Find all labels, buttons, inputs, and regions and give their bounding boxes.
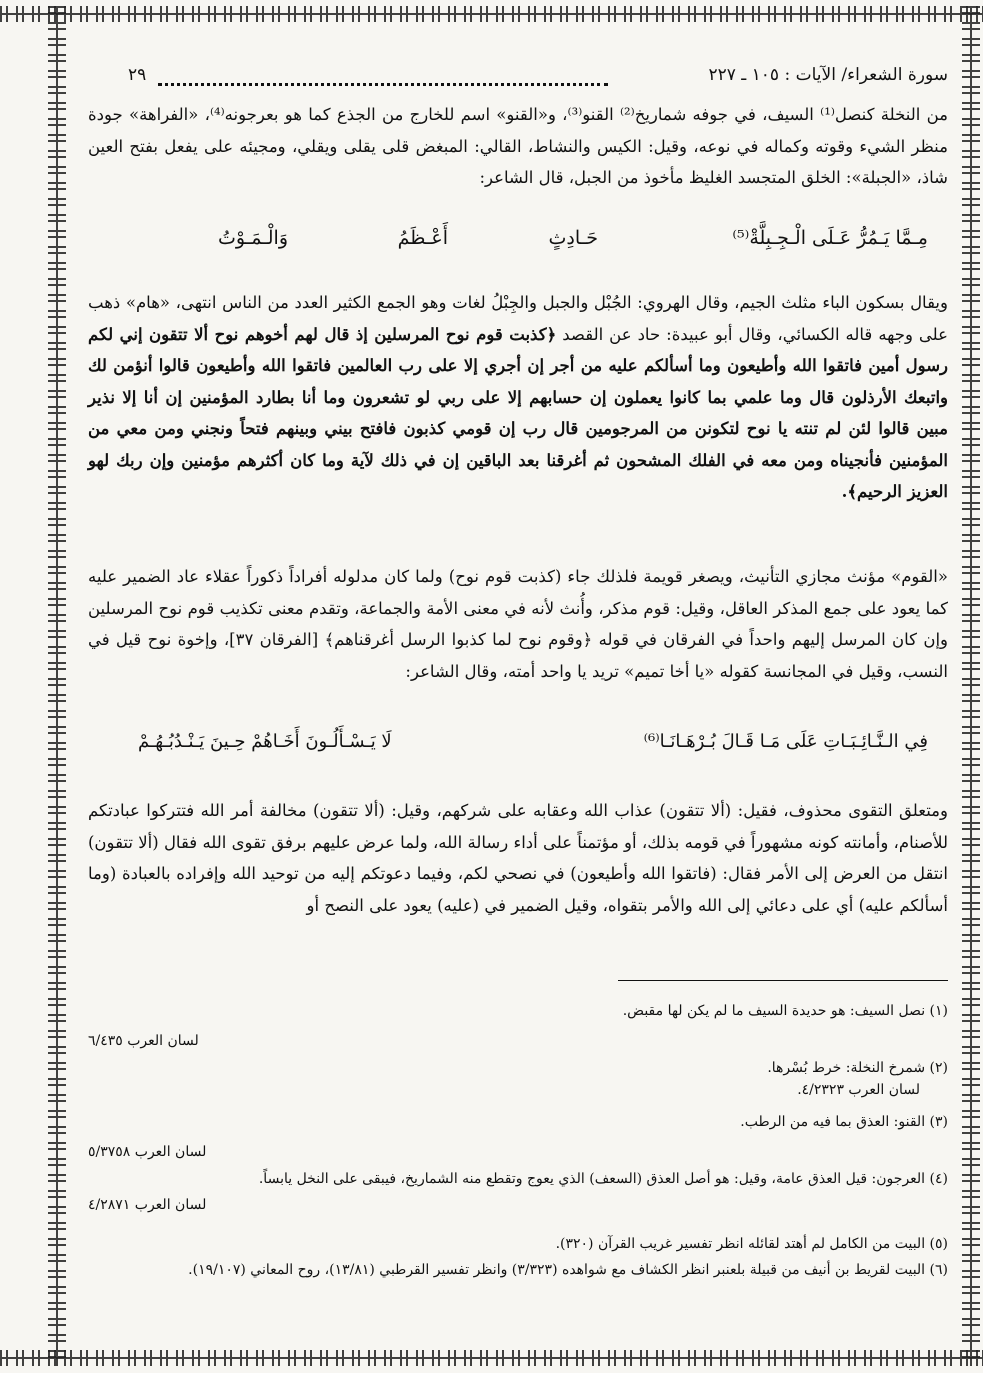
paragraph-2 bbox=[88, 287, 948, 508]
footnote-3-text: (٣) القنو: العذق بما فيه من الرطب. bbox=[740, 1114, 948, 1130]
verse-2 bbox=[128, 731, 928, 771]
footnote-1-source: لسان العرب ٦/٤٣٥ bbox=[88, 1033, 199, 1049]
verse-1-part-1: مِـمَّا يَـمُرُّ عَـلَى الْـجِـبِلَّةْ⁽⁵⁾ bbox=[732, 227, 928, 249]
header-dotted-leader bbox=[158, 83, 608, 86]
left-ornament-border bbox=[48, 6, 66, 1366]
footnote-1-text: (١) نصل السيف: هو حديدة السيف ما لم يكن لها مقبض. bbox=[622, 1003, 948, 1019]
footnote-1 bbox=[88, 1000, 948, 1052]
top-ornament-border bbox=[0, 6, 983, 22]
verse-1 bbox=[128, 227, 928, 267]
verse-2-part-2: فِي الـنَّـائِـبَـاتِ عَلَى مَـا قَـالَ بُـرْهَـانَـا⁽⁶⁾ bbox=[643, 731, 928, 752]
paragraph-3-text: «القوم» مؤنث مجازي التأنيث، ويصغر قويمة فلذلك جاء (كذبت قوم نوح) ولما كان مدلوله أفراداً ذكوراً عقلاء عاد الضمير عليه كما يعود على جمع المذكر العاقل، وقيل: قوم مذكر، وأُنث لأنه في معنى الأمة والجماعة، وتقدم معنى تكذيب قوم نوح المرسلين وإن كان المرسل إليهم واحداً في الفرقان في قوله ﴿وقوم نوح لما كذبوا الرسل أغرقناهم﴾ [الفرقان ٣٧]، وإخوة نوح قيل في النسب، وقيل في المجانسة كقوله «يا أخا تميم» تريد يا واحد أمته، وقال الشاعر: bbox=[88, 567, 948, 681]
footnote-5 bbox=[88, 1233, 948, 1255]
footnote-6 bbox=[88, 1259, 948, 1281]
paragraph-4 bbox=[88, 795, 948, 921]
paragraph-3 bbox=[88, 561, 948, 687]
footnote-3 bbox=[88, 1111, 948, 1163]
footnote-separator bbox=[618, 980, 948, 981]
right-ornament-border bbox=[962, 6, 980, 1366]
verse-1-part-3: أَعْـظَمُ bbox=[397, 227, 448, 249]
footnote-4-text: (٤) العرجون: قيل العذق عامة، وقيل: هو أصل العذق (السعف) الذي يعوج وتقطع منه الشماريخ، فيبقى على النخل يابساً. bbox=[258, 1171, 948, 1187]
footnote-4 bbox=[88, 1168, 948, 1216]
page-number: ٢٩ bbox=[128, 65, 147, 85]
footnote-3-source: لسان العرب ٥/٣٧٥٨ bbox=[88, 1144, 207, 1160]
footnote-2-source: لسان العرب ٤/٢٣٢٣. bbox=[797, 1082, 920, 1098]
footnote-2-text: (٢) شمرخ النخلة: خرط بُسْرها. bbox=[767, 1060, 948, 1076]
paragraph-2-intro: ويقال بسكون الباء مثلث الجيم، وقال الهروي: الجُبْل والجبل والجِبْلُ لغات وهو الجمع الكثير العدد من الناس انتهى، «هام» ذهب على وجهه قاله الكسائي، وقال أبو عبيدة: حاد عن القصد bbox=[88, 293, 948, 344]
verse-2-part-1: لَا يَـسْـأَلُـونَ أَخَـاهُمْ حِـينَ يَـنْـدُبُـهُـمْ bbox=[138, 731, 392, 752]
page-body bbox=[80, 55, 948, 1340]
verse-1-part-2: حَـادِثٍ bbox=[548, 227, 598, 249]
footnote-6-text: (٦) البيت لقريط بن أنيف من قبيلة بلعنبر انظر الكشاف مع شواهده (٣/٣٢٣) وانظر تفسير القرطبي (١٣/٨١)، روح المعاني (١٩/١٠٧). bbox=[188, 1262, 948, 1278]
running-header bbox=[88, 63, 948, 93]
paragraph-4-text: ومتعلق التقوى محذوف، فقيل: (ألا تتقون) عذاب الله وعقابه على شركهم، وقيل: (ألا تتقون) مخالفة أمر الله فتتركوا عبادتكم للأصنام، وأمانته كونه مشهوراً في قومه بذلك، أو مؤتمناً على أداء رسالة الله، ولما عرض عليهم برفق تقوى الله فقال (ألا تتقون) انتقل من العرض إلى الأمر فقال: (فاتقوا الله وأطيعون) في نصحي لكم، وفيما دعوتكم إليه من توحيد الله وإفراده بالعبادة (وما أسألكم عليه) أي على دعائي إلى الله والأمر بتقواه، وقيل الضمير في (عليه) يعود على النصح أو bbox=[88, 801, 948, 915]
surah-title: سورة الشعراء/ الآيات : ١٠٥ ـ ٢٢٧ bbox=[708, 65, 948, 85]
paragraph-1-text: من النخلة كنصل⁽¹⁾ السيف، في جوفه شماريخ⁽²⁾ القنو⁽³⁾، و«القنو» اسم للخارج من الجذع كما هو بعرجونه⁽⁴⁾، «الفراهة» جودة منظر الشيء وقوته وكماله في نوعه، وقيل: الكيس والنشاط، القالي: المبغض قلى يقلى ويقلي، ومجيئه على يفعل بفتح العين شاذ، «الجبلة»: الخلق المتجسد الغليظ مأخوذ من الجبل، قال الشاعر: bbox=[88, 105, 948, 187]
quran-passage: ﴿كذبت قوم نوح المرسلين إذ قال لهم أخوهم نوح ألا تتقون إني لكم رسول أمين فاتقوا الله وأطيعون وما أسألكم عليه من أجر إن أجري إلا على رب العالمين فاتقوا الله وأطيعون قالوا أنؤمن لك واتبعك الأرذلون قال وما علمي بما كانوا يعملون إن حسابهم إلا على ربي لو تشعرون وما أنا بطارد المؤمنين إن أنا إلا نذير مبين قالوا لئن لم تنته يا نوح لتكونن من المرجومين قال رب إن قومي كذبون فافتح بيني وبينهم فتحاً ونجني ومن معي من المؤمنين فأنجيناه ومن معه في الفلك المشحون ثم أغرقنا بعد الباقين إن في ذلك لآية وما كان أكثرهم مؤمنين وإن ربك لهو العزيز الرحيم﴾. bbox=[88, 324, 948, 501]
footnote-2 bbox=[88, 1057, 948, 1101]
verse-1-part-4: وَالْـمَـوْتُ bbox=[217, 227, 288, 249]
footnote-5-text: (٥) البيت من الكامل لم أهتد لقائله انظر تفسير غريب القرآن (٣٢٠). bbox=[555, 1236, 948, 1252]
footnote-4-source: لسان العرب ٤/٢٨٧١ bbox=[88, 1197, 207, 1213]
paragraph-1 bbox=[88, 99, 948, 194]
bottom-ornament-border bbox=[0, 1350, 983, 1366]
